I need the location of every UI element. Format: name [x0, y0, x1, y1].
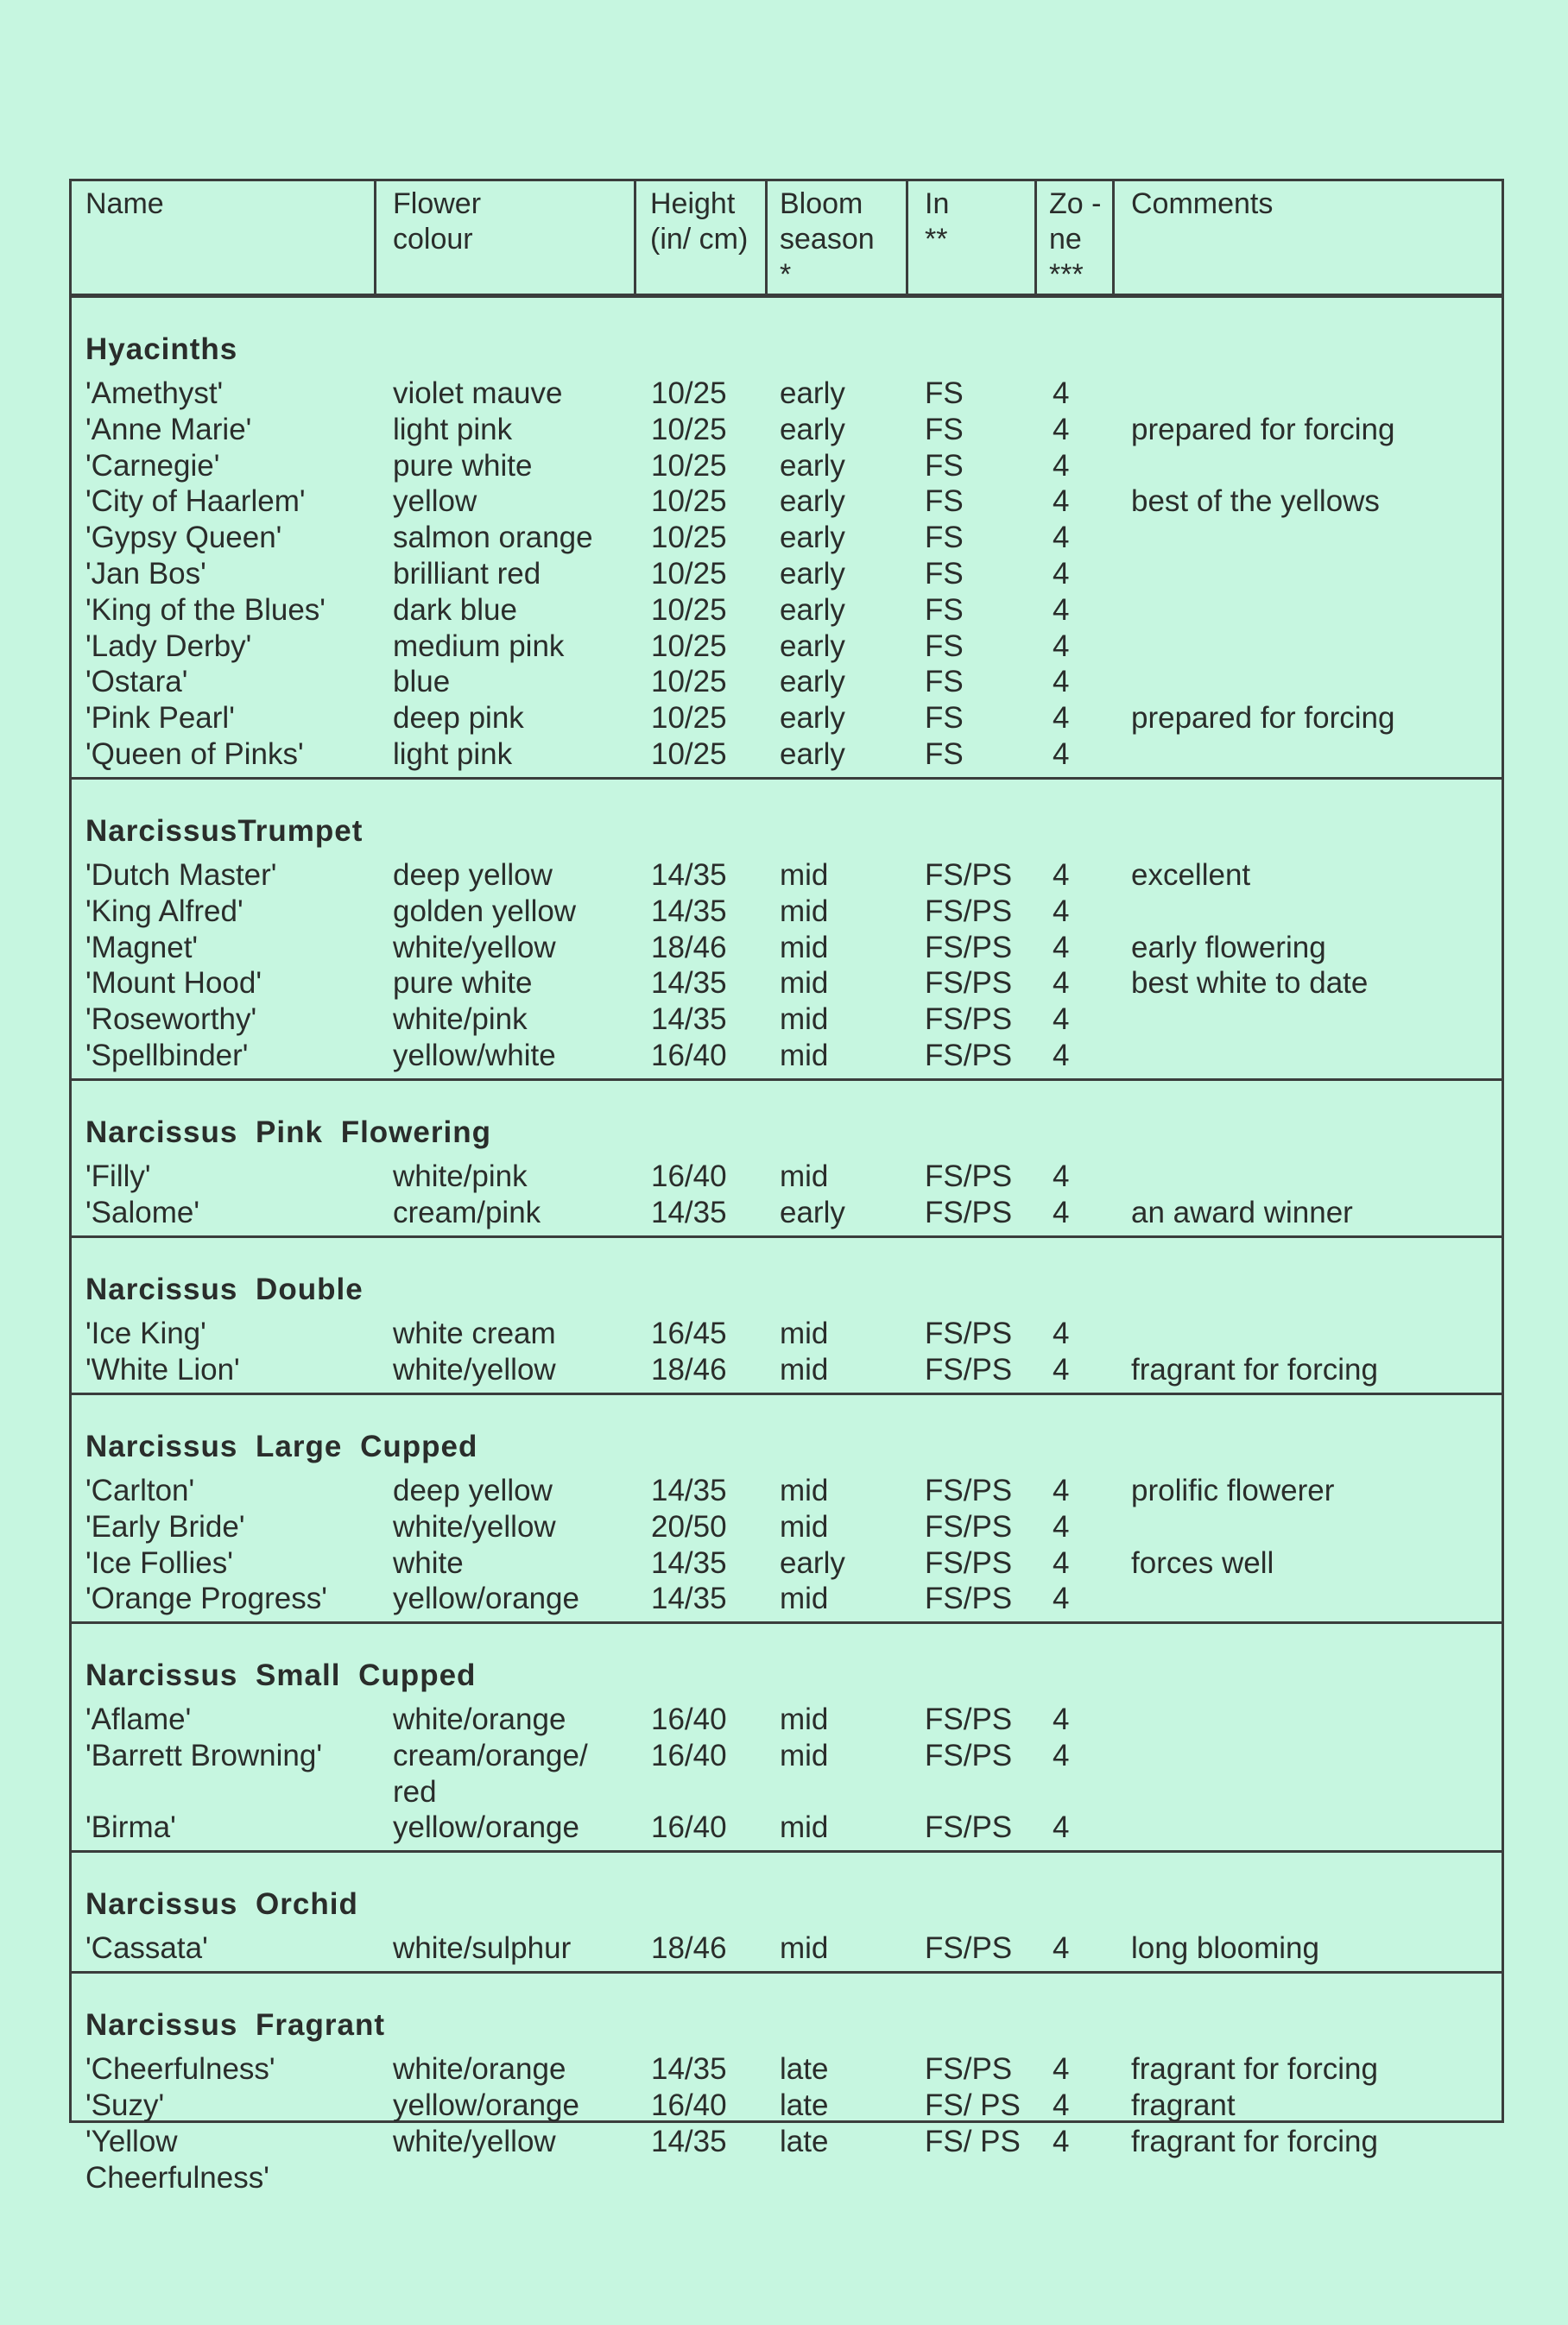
section-title: Narcissus Small Cupped	[85, 1658, 477, 1692]
cell-bloom: mid	[780, 858, 829, 892]
cell-name: 'Suzy'	[85, 2088, 165, 2122]
cell-name: 'Ice Follies'	[85, 1545, 233, 1580]
cell-colour: pure white	[393, 966, 533, 1001]
section	[72, 1081, 1502, 1238]
cell-height: 16/40	[651, 2088, 727, 2122]
cell-colour: golden yellow	[393, 894, 577, 928]
cell-name: 'Dutch Master'	[85, 858, 277, 892]
cell-height: 14/35	[651, 1582, 727, 1616]
cell-in: FS/PS	[925, 1195, 1013, 1229]
cell-zone: 4	[1053, 557, 1070, 591]
table-row	[72, 2051, 1502, 2088]
cell-height: 10/25	[651, 521, 727, 555]
cell-zone: 4	[1053, 1352, 1070, 1387]
cell-colour: yellow/orange	[393, 2088, 579, 2122]
table-row	[72, 1509, 1502, 1545]
cell-bloom: mid	[780, 1317, 829, 1350]
cell-colour: white/yellow	[393, 1352, 556, 1387]
cell-colour: white/yellow	[393, 2124, 556, 2158]
cell-bloom: early	[780, 592, 845, 627]
cell-height: 10/25	[651, 592, 727, 627]
cell-height: 14/35	[651, 1195, 727, 1229]
table-row	[72, 412, 1502, 448]
cell-height: 10/25	[651, 629, 727, 663]
column-divider	[765, 181, 768, 294]
cell-height: 18/46	[651, 1352, 727, 1387]
section-title: Narcissus Fragrant	[85, 2008, 386, 2042]
cell-name: 'Cassata'	[85, 1931, 208, 1965]
cell-name: 'King of the Blues'	[85, 592, 326, 627]
cell-height: 14/35	[651, 894, 727, 928]
cell-in: FS	[925, 665, 964, 699]
cell-colour: white/yellow	[393, 1509, 556, 1544]
cell-name: 'Cheerfulness'	[85, 2052, 275, 2086]
cell-bloom: early	[780, 412, 845, 446]
cell-height: 16/40	[651, 1810, 727, 1845]
section	[72, 1238, 1502, 1395]
cell-zone: 4	[1053, 930, 1070, 964]
cell-name: 'Orange Progress'	[85, 1582, 327, 1616]
table-row	[72, 1001, 1502, 1038]
cell-height: 10/25	[651, 737, 727, 771]
cell-name: 'Carlton'	[85, 1474, 195, 1507]
cell-zone: 4	[1053, 1545, 1070, 1580]
cell-in: FS/PS	[925, 1317, 1013, 1350]
cell-zone: 4	[1053, 1582, 1070, 1616]
section	[72, 1974, 1502, 2202]
cell-zone: 4	[1053, 1474, 1070, 1507]
cell-height: 16/40	[651, 1738, 727, 1772]
cell-zone: 4	[1053, 448, 1070, 483]
cell-colour: cream/orange/ red	[393, 1738, 588, 1809]
cell-comments: excellent	[1131, 858, 1251, 892]
cell-bloom: mid	[780, 966, 829, 1001]
header-name: Name	[85, 187, 164, 220]
table-row	[72, 700, 1502, 736]
cell-comments: long blooming	[1131, 1931, 1319, 1965]
cell-name: 'Magnet'	[85, 930, 199, 964]
table-row	[72, 1545, 1502, 1582]
cell-height: 16/40	[651, 1159, 727, 1193]
cell-comments: forces well	[1131, 1545, 1274, 1580]
cell-height: 14/35	[651, 966, 727, 1001]
column-divider	[906, 181, 908, 294]
cell-colour: violet mauve	[393, 376, 563, 410]
cell-in: FS	[925, 484, 964, 519]
cell-zone: 4	[1053, 665, 1070, 699]
cell-in: FS	[925, 376, 964, 410]
table-row	[72, 556, 1502, 592]
cell-in: FS/PS	[925, 1931, 1013, 1965]
cell-height: 18/46	[651, 930, 727, 964]
cell-comments: early flowering	[1131, 930, 1326, 964]
cell-name: 'Gypsy Queen'	[85, 521, 282, 555]
cell-name: 'Aflame'	[85, 1703, 192, 1736]
cell-in: FS/PS	[925, 1738, 1013, 1772]
cell-name: 'Lady Derby'	[85, 629, 252, 663]
cell-name: 'King Alfred'	[85, 894, 243, 928]
cell-name: 'Barrett Browning'	[85, 1738, 323, 1772]
cell-in: FS/ PS	[925, 2088, 1021, 2122]
cell-colour: deep yellow	[393, 858, 553, 892]
cell-comments: prolific flowerer	[1131, 1474, 1335, 1507]
cell-colour: white/orange	[393, 2052, 566, 2086]
table-row	[72, 664, 1502, 700]
cell-bloom: early	[780, 448, 845, 483]
cell-bloom: mid	[780, 1810, 829, 1845]
cell-bloom: mid	[780, 1931, 829, 1965]
section-title: Narcissus Large Cupped	[85, 1430, 478, 1463]
cell-in: FS/PS	[925, 2052, 1013, 2086]
cell-height: 10/25	[651, 701, 727, 736]
cell-bloom: early	[780, 1195, 845, 1229]
cell-in: FS	[925, 557, 964, 591]
cell-zone: 4	[1053, 412, 1070, 446]
cell-colour: dark blue	[393, 592, 517, 627]
cell-zone: 4	[1053, 2124, 1070, 2158]
header-bloom: Bloom season *	[780, 187, 875, 291]
table-row	[72, 1159, 1502, 1195]
cell-bloom: late	[780, 2088, 829, 2122]
table-row	[72, 1738, 1502, 1810]
cell-bloom: early	[780, 521, 845, 555]
cell-zone: 4	[1053, 1317, 1070, 1350]
cell-name: 'Ostara'	[85, 665, 188, 699]
cell-zone: 4	[1053, 376, 1070, 410]
cell-zone: 4	[1053, 1195, 1070, 1229]
cell-in: FS/PS	[925, 894, 1013, 928]
cell-name: 'Filly'	[85, 1159, 151, 1193]
cell-height: 16/45	[651, 1317, 727, 1350]
table-row	[72, 1810, 1502, 1846]
cell-in: FS/PS	[925, 1352, 1013, 1387]
cell-bloom: early	[780, 737, 845, 771]
cell-zone: 4	[1053, 1738, 1070, 1772]
cell-colour: blue	[393, 665, 451, 699]
cell-comments: fragrant	[1131, 2088, 1236, 2122]
section-title: Hyacinths	[85, 332, 238, 366]
cell-in: FS/PS	[925, 1810, 1013, 1845]
cell-zone: 4	[1053, 2088, 1070, 2122]
cell-height: 10/25	[651, 665, 727, 699]
table-row	[72, 965, 1502, 1001]
cell-in: FS/PS	[925, 1545, 1013, 1580]
table-row	[72, 1581, 1502, 1617]
cell-name: 'Carnegie'	[85, 448, 220, 483]
cell-colour: white/pink	[393, 1002, 528, 1037]
table-row	[72, 592, 1502, 629]
cell-bloom: mid	[780, 1002, 829, 1037]
cell-comments: prepared for forcing	[1131, 701, 1395, 736]
cell-colour: medium pink	[393, 629, 565, 663]
cell-bloom: mid	[780, 894, 829, 928]
cell-in: FS/PS	[925, 1474, 1013, 1507]
cell-colour: yellow/orange	[393, 1582, 579, 1616]
cell-name: 'Jan Bos'	[85, 557, 206, 591]
section-title: NarcissusTrumpet	[85, 814, 364, 848]
cell-comments: an award winner	[1131, 1195, 1353, 1229]
cell-in: FS	[925, 592, 964, 627]
column-divider	[374, 181, 376, 294]
cell-colour: white/sulphur	[393, 1931, 572, 1965]
cell-bloom: early	[780, 484, 845, 519]
section	[72, 298, 1502, 780]
cell-comments: best white to date	[1131, 966, 1369, 1001]
cell-bloom: mid	[780, 1703, 829, 1736]
cell-in: FS/PS	[925, 1582, 1013, 1616]
table-row	[72, 520, 1502, 556]
table-row	[72, 1473, 1502, 1509]
cell-in: FS/PS	[925, 858, 1013, 892]
cell-height: 14/35	[651, 1474, 727, 1507]
cell-comments: fragrant for forcing	[1131, 1352, 1378, 1387]
cell-in: FS	[925, 448, 964, 483]
cell-in: FS/PS	[925, 966, 1013, 1001]
cell-zone: 4	[1053, 1509, 1070, 1544]
cell-zone: 4	[1053, 737, 1070, 771]
cell-colour: white/orange	[393, 1703, 566, 1736]
cell-name: 'Queen of Pinks'	[85, 737, 304, 771]
cell-bloom: late	[780, 2052, 829, 2086]
cell-comments: best of the yellows	[1131, 484, 1380, 519]
table-row	[72, 629, 1502, 665]
section	[72, 1395, 1502, 1624]
cell-height: 14/35	[651, 2124, 727, 2158]
cell-bloom: mid	[780, 1474, 829, 1507]
section-title: Narcissus Pink Flowering	[85, 1115, 491, 1149]
cell-name: 'Roseworthy'	[85, 1002, 257, 1037]
cell-height: 10/25	[651, 484, 727, 519]
cell-colour: yellow	[393, 484, 477, 519]
cell-zone: 4	[1053, 701, 1070, 736]
cell-in: FS/PS	[925, 1703, 1013, 1736]
cell-name: 'Anne Marie'	[85, 412, 252, 446]
section	[72, 780, 1502, 1081]
header-in: In **	[925, 187, 950, 256]
cell-in: FS	[925, 737, 964, 771]
column-divider	[634, 181, 636, 294]
bulb-table	[69, 179, 1504, 2195]
table-row	[72, 857, 1502, 894]
cell-name: 'Yellow Cheerfulness'	[85, 2124, 269, 2195]
table-row	[72, 736, 1502, 773]
column-divider	[1034, 181, 1037, 294]
cell-in: FS	[925, 701, 964, 736]
table-row	[72, 1038, 1502, 1074]
cell-bloom: mid	[780, 1582, 829, 1616]
cell-height: 10/25	[651, 557, 727, 591]
cell-in: FS/PS	[925, 1002, 1013, 1037]
table-row	[72, 1352, 1502, 1388]
cell-in: FS/PS	[925, 930, 1013, 964]
cell-zone: 4	[1053, 1159, 1070, 1193]
cell-bloom: late	[780, 2124, 829, 2158]
table-row	[72, 483, 1502, 520]
table-row	[72, 1702, 1502, 1738]
cell-bloom: mid	[780, 930, 829, 964]
cell-name: 'Birma'	[85, 1810, 176, 1845]
cell-comments: prepared for forcing	[1131, 412, 1395, 446]
cell-zone: 4	[1053, 894, 1070, 928]
cell-name: 'Spellbinder'	[85, 1039, 249, 1072]
header-zone: Zo - ne ***	[1049, 187, 1102, 291]
cell-bloom: early	[780, 376, 845, 410]
section	[72, 1853, 1502, 1974]
cell-name: 'Amethyst'	[85, 376, 224, 410]
cell-colour: cream/pink	[393, 1195, 541, 1229]
table-row	[72, 1316, 1502, 1352]
cell-height: 16/40	[651, 1039, 727, 1072]
cell-colour: salmon orange	[393, 521, 593, 555]
header-comments: Comments	[1131, 187, 1274, 220]
cell-bloom: mid	[780, 1159, 829, 1193]
cell-bloom: mid	[780, 1509, 829, 1544]
cell-in: FS	[925, 521, 964, 555]
cell-height: 14/35	[651, 1002, 727, 1037]
cell-comments: fragrant for forcing	[1131, 2124, 1378, 2158]
cell-name: 'City of Haarlem'	[85, 484, 306, 519]
cell-zone: 4	[1053, 2052, 1070, 2086]
cell-zone: 4	[1053, 1931, 1070, 1965]
cell-colour: light pink	[393, 412, 513, 446]
cell-bloom: early	[780, 557, 845, 591]
cell-bloom: mid	[780, 1738, 829, 1772]
cell-bloom: early	[780, 629, 845, 663]
cell-zone: 4	[1053, 1002, 1070, 1037]
cell-name: 'Mount Hood'	[85, 966, 262, 1001]
cell-in: FS	[925, 412, 964, 446]
cell-bloom: mid	[780, 1352, 829, 1387]
cell-in: FS	[925, 629, 964, 663]
table-header	[72, 181, 1502, 298]
cell-name: 'Salome'	[85, 1195, 200, 1229]
section-title: Narcissus Double	[85, 1273, 364, 1306]
cell-height: 14/35	[651, 1545, 727, 1580]
cell-height: 10/25	[651, 376, 727, 410]
cell-bloom: early	[780, 1545, 845, 1580]
cell-colour: white	[393, 1545, 464, 1580]
cell-height: 14/35	[651, 2052, 727, 2086]
cell-colour: light pink	[393, 737, 513, 771]
cell-zone: 4	[1053, 1039, 1070, 1072]
cell-comments: fragrant for forcing	[1131, 2052, 1378, 2086]
cell-zone: 4	[1053, 966, 1070, 1001]
table-row	[72, 448, 1502, 484]
cell-name: 'White Lion'	[85, 1352, 240, 1387]
cell-name: 'Pink Pearl'	[85, 701, 235, 736]
cell-in: FS/PS	[925, 1159, 1013, 1193]
cell-height: 20/50	[651, 1509, 727, 1544]
cell-in: FS/PS	[925, 1509, 1013, 1544]
cell-bloom: mid	[780, 1039, 829, 1072]
cell-height: 18/46	[651, 1931, 727, 1965]
cell-zone: 4	[1053, 484, 1070, 519]
cell-in: FS/ PS	[925, 2124, 1021, 2158]
cell-height: 10/25	[651, 412, 727, 446]
cell-in: FS/PS	[925, 1039, 1013, 1072]
cell-colour: white/yellow	[393, 930, 556, 964]
header-colour: Flower colour	[393, 187, 482, 256]
table-row	[72, 894, 1502, 930]
cell-zone: 4	[1053, 1810, 1070, 1845]
cell-zone: 4	[1053, 1703, 1070, 1736]
cell-height: 14/35	[651, 858, 727, 892]
cell-name: 'Early Bride'	[85, 1509, 245, 1544]
cell-bloom: early	[780, 665, 845, 699]
cell-colour: yellow/orange	[393, 1810, 579, 1845]
cell-colour: white cream	[393, 1317, 556, 1350]
section	[72, 1624, 1502, 1853]
cell-name: 'Ice King'	[85, 1317, 206, 1350]
cell-height: 16/40	[651, 1703, 727, 1736]
cell-bloom: early	[780, 701, 845, 736]
table-row	[72, 2088, 1502, 2124]
cell-height: 10/25	[651, 448, 727, 483]
cell-zone: 4	[1053, 521, 1070, 555]
cell-colour: pure white	[393, 448, 533, 483]
column-divider	[1112, 181, 1115, 294]
section-title: Narcissus Orchid	[85, 1887, 358, 1921]
cell-zone: 4	[1053, 858, 1070, 892]
table-row	[72, 930, 1502, 966]
cell-colour: deep yellow	[393, 1474, 553, 1507]
table-row	[72, 1930, 1502, 1967]
cell-colour: yellow/white	[393, 1039, 556, 1072]
table-row	[72, 2124, 1502, 2196]
cell-zone: 4	[1053, 629, 1070, 663]
cell-colour: deep pink	[393, 701, 524, 736]
cell-colour: brilliant red	[393, 557, 541, 591]
cell-zone: 4	[1053, 592, 1070, 627]
header-height: Height (in/ cm)	[650, 187, 749, 256]
table-row	[72, 376, 1502, 412]
table-row	[72, 1195, 1502, 1231]
cell-colour: white/pink	[393, 1159, 528, 1193]
